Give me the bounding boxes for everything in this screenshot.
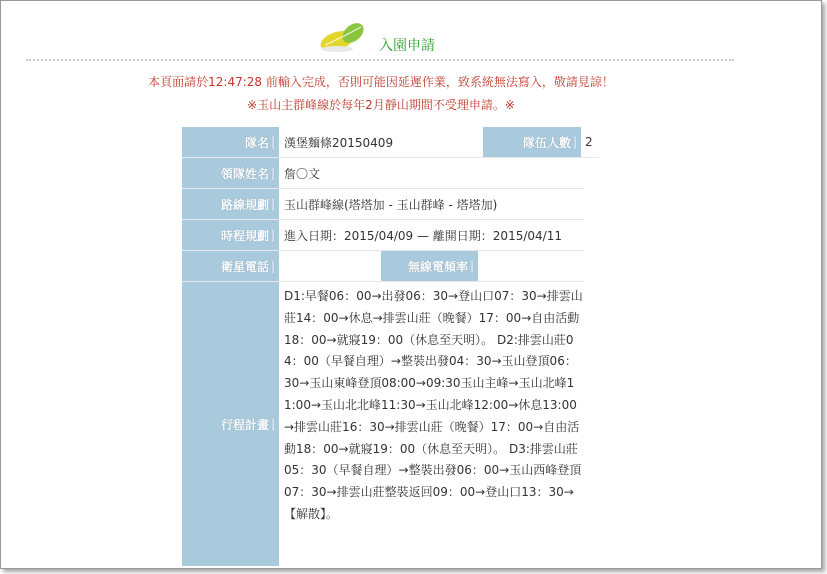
satphone-value xyxy=(279,251,381,281)
plan-row xyxy=(182,282,584,566)
team-name-label: 隊名 | xyxy=(182,127,279,157)
route-value: 玉山群峰線(塔塔加 - 玉山群峰 - 塔塔加) xyxy=(284,197,498,212)
leader-label: 領隊姓名 | xyxy=(182,158,279,188)
route-label: 路線規劃 | xyxy=(182,189,279,219)
route-row xyxy=(182,189,584,220)
time-limit-notice: 本頁面請於12:47:28 前輸入完成，否則可能因延遲作業，致系統無法寫入，敬請見諒！ xyxy=(148,75,614,89)
application-form xyxy=(182,127,599,566)
team-size-label: 隊伍人數 | xyxy=(483,127,581,157)
plan-value: D1:早餐06：00→出發06：30→登山口07：30→排雲山莊14：00→休息→排雲山莊（晚餐）17：00→自由活動18：00→就寢19：00（休息至天明）。 D2:排雲山莊04：00（早餐自理）→整裝出發04：30→玉山登頂06：30→玉山東峰登頂08:00→09:30玉山主峰→玉山北峰11:00→玉山北北峰11:30→玉山北峰12:00→休息13:00→排雲山莊16：30→排雲山莊（晚餐）17：00→自由活動18：00→就寢19：00（休息至天明）。 D3:排雲山莊05：30（早餐自理）→整裝出發06：00→玉山西峰登頂07：30→排雲山莊整裝返回09：00→登山口13：30→【解散】。 xyxy=(284,289,583,521)
team-name-value: 漢堡麵條20150409 xyxy=(284,135,394,150)
schedule-label: 時程規劃 | xyxy=(182,220,279,250)
radio-frequency-value xyxy=(478,251,584,281)
leader-row xyxy=(182,158,584,189)
satphone-label: 衛星電話 | xyxy=(182,251,279,281)
divider xyxy=(26,59,734,61)
page-title: 入園申請 xyxy=(379,38,435,54)
radio-frequency-label: 無線電頻率 | xyxy=(381,251,478,281)
leaf-logo-icon xyxy=(317,15,377,55)
satphone-row xyxy=(182,251,584,282)
closure-notice: ※玉山主群峰線於每年2月靜山期間不受理申請。※ xyxy=(247,98,515,112)
leader-value: 詹〇文 xyxy=(284,166,321,181)
team-name-row xyxy=(182,127,599,158)
team-size-value: 2 xyxy=(585,135,593,149)
schedule-row xyxy=(182,220,584,251)
plan-label: 行程計畫 | xyxy=(182,282,279,566)
schedule-value: 進入日期：2015/04/09 — 離開日期：2015/04/11 xyxy=(284,228,562,243)
